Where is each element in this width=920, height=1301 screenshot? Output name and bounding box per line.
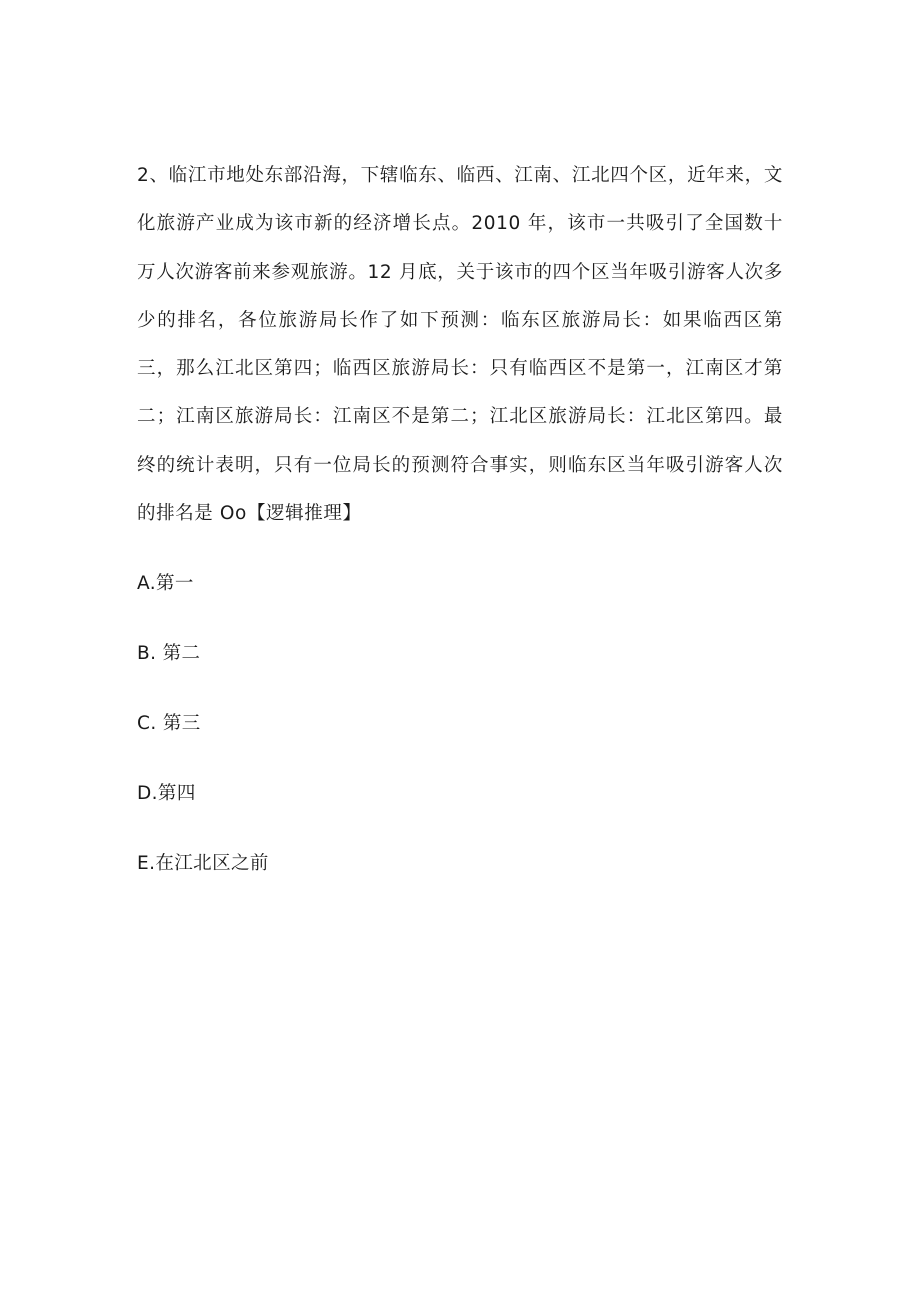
option-b: B. 第二 [137, 643, 201, 664]
option-a: A.第一 [137, 573, 194, 594]
option-d: D.第四 [137, 783, 196, 804]
answer-options [137, 566, 269, 916]
option-c: C. 第三 [137, 713, 201, 734]
question-text: 2、临江市地处东部沿海，下辖临东、临西、江南、江北四个区，近年来，文化旅游产业成为该市新的经济增长点。2010 年，该市一共吸引了全国数十万人次游客前来参观旅游。12 月底，关于该市的四个区当年吸引游客人次多少的排名，各位旅游局长作了如下预测：临东区旅游局长：如果临西区第三，那么江北区第四；临西区旅游局长：只有临西区不是第一，江南区才第二；江南区旅游局长：江南区不是第二；江北区旅游局长：江北区第四。最终的统计表明，只有一位局长的预测符合事实，则临东区当年吸引游客人次的排名是 Oo【逻辑推理】 [137, 165, 783, 525]
option-e: E.在江北区之前 [137, 853, 269, 874]
